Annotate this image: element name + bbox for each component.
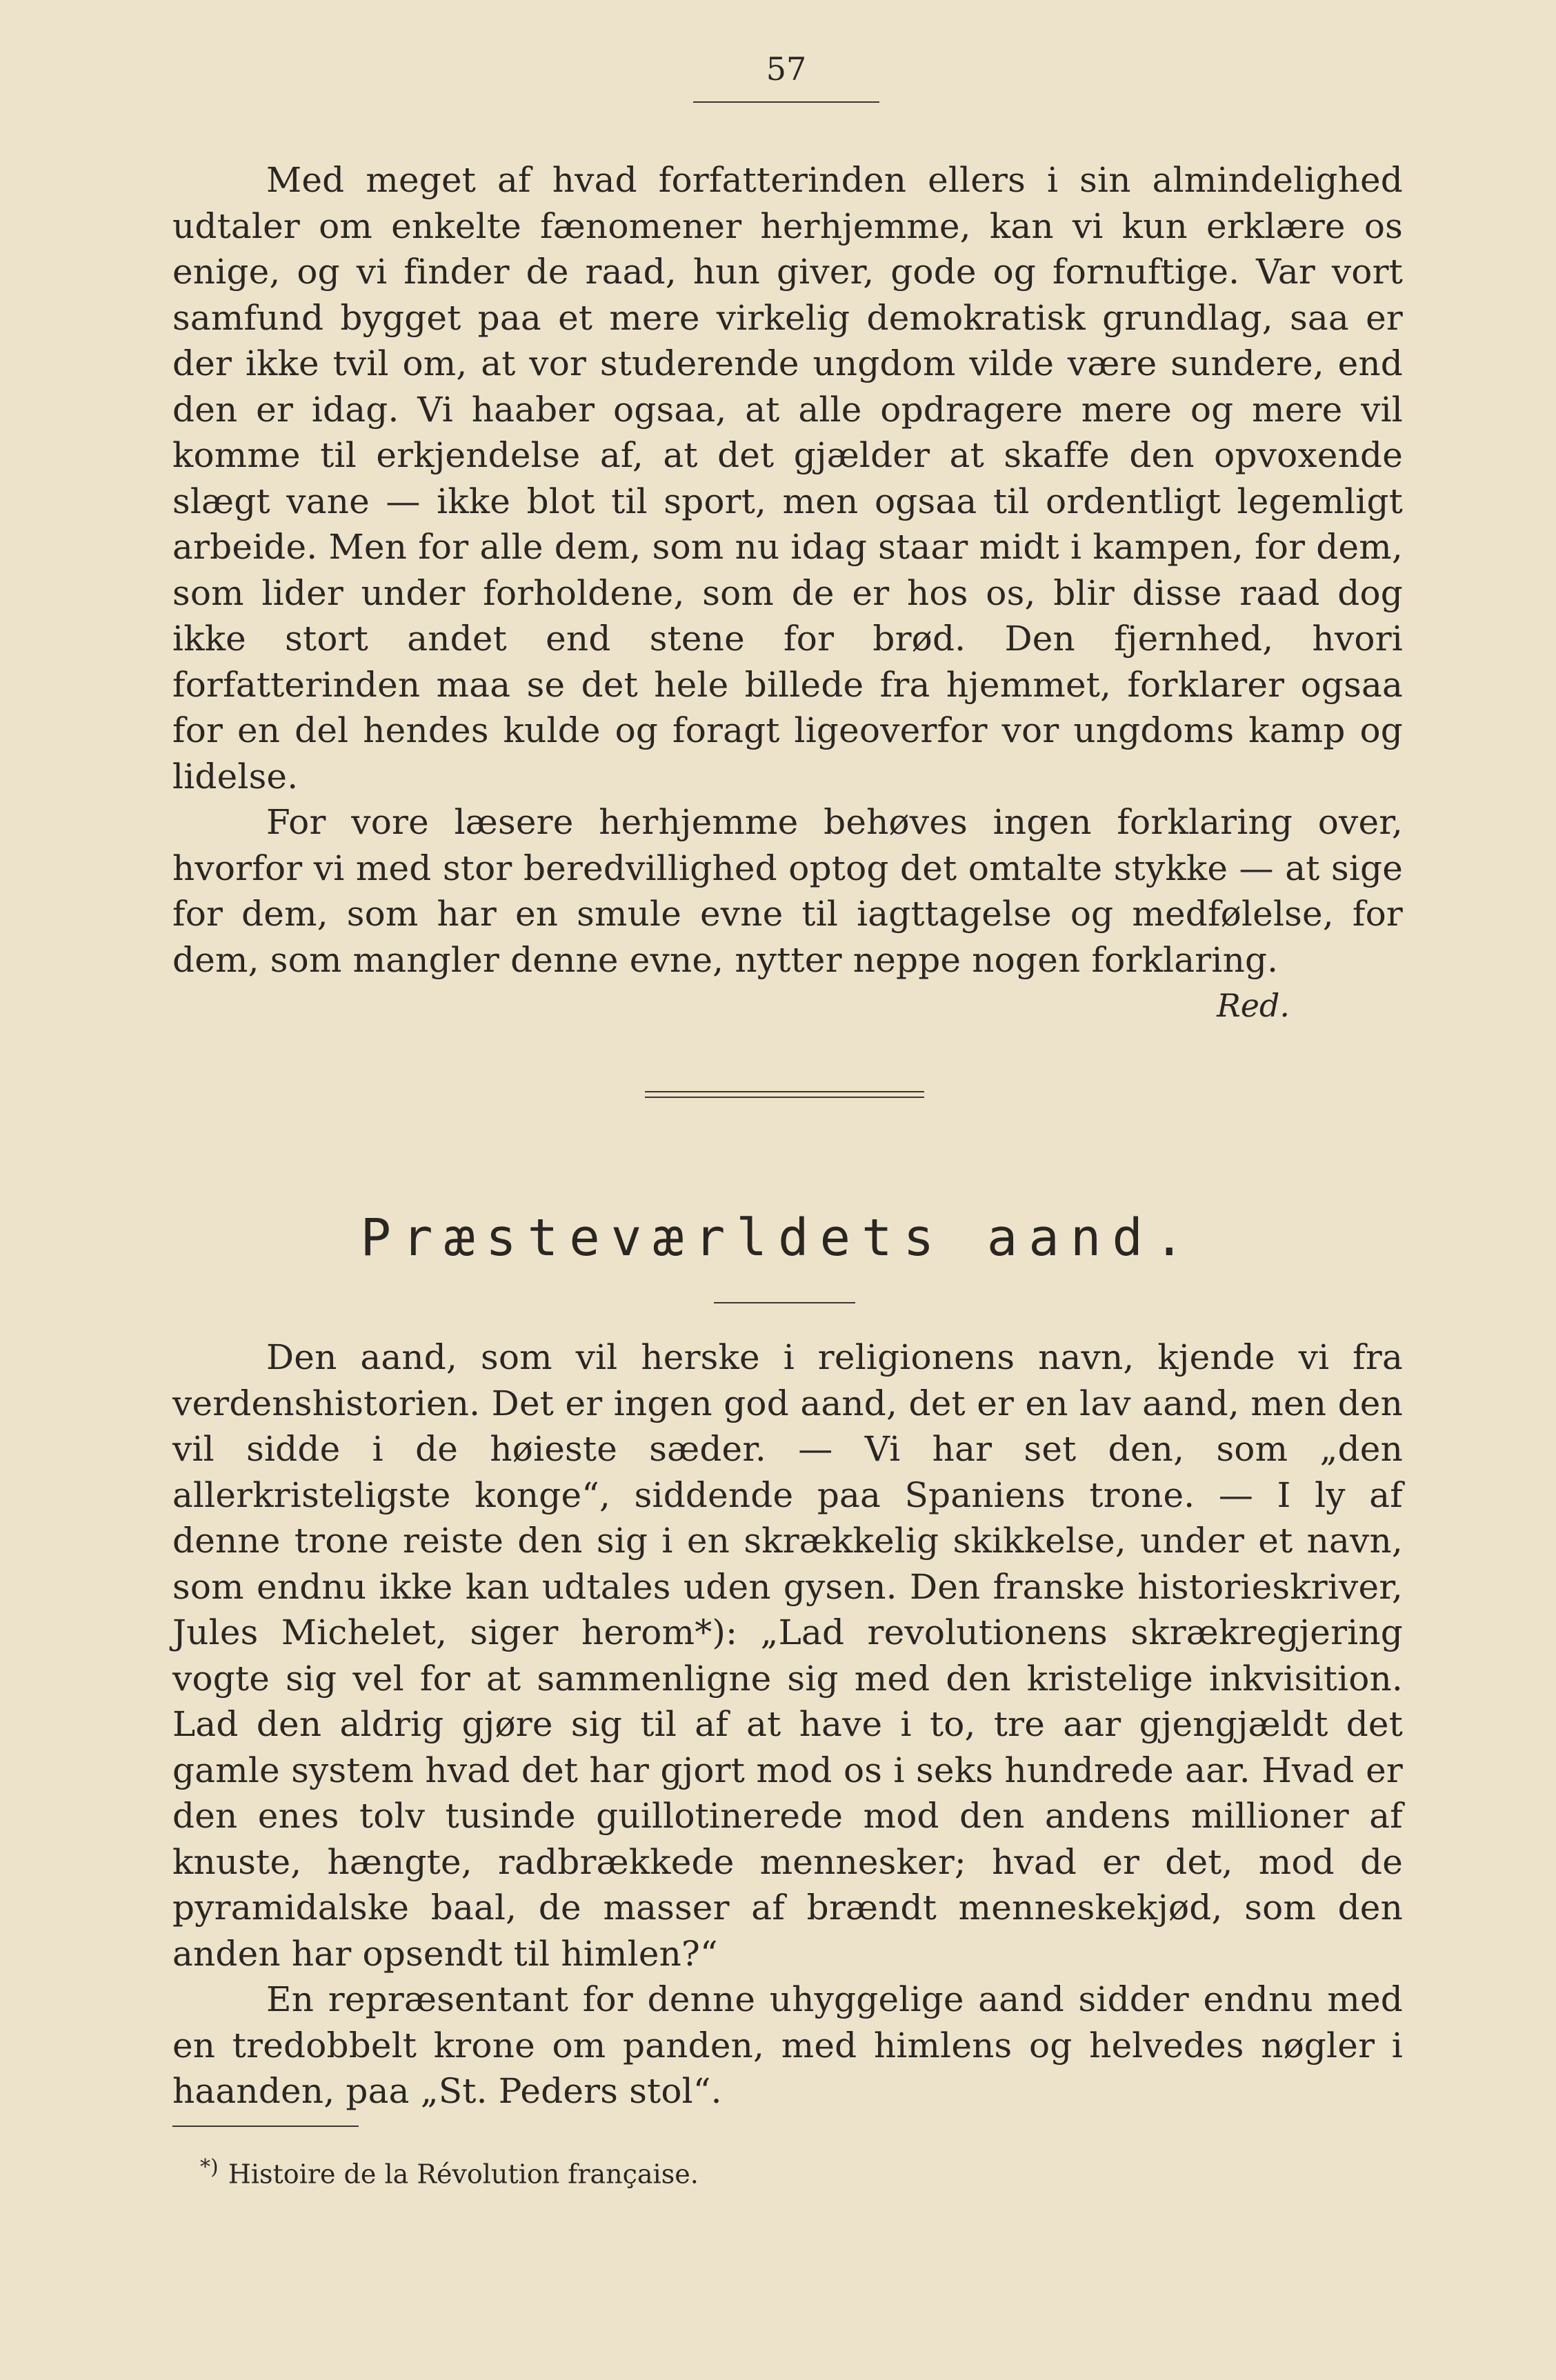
page-number: 57 (766, 50, 807, 88)
title-rule (714, 1302, 855, 1303)
editorial-paragraph: For vore læsere herhjemme behøves ingen forklaring over, hvorfor vi med stor beredvillighed optog det omtalte stykke — at sige for dem, som har en smule evne til iagttagelse og medfølelse, for dem, som mangler denne evne, nytter neppe nogen forklaring. (172, 802, 1403, 980)
article-body (172, 1334, 1403, 2114)
footnote-text: Histoire de la Révolution française. (228, 2159, 699, 2190)
footnote-rule (172, 2126, 359, 2127)
article-title: Præsteværldets aand. (360, 1208, 1196, 1268)
editorial-note (172, 157, 1403, 983)
editorial-paragraph: Med meget af hvad forfatterinden ellers i sin almindelighed udtaler om enkelte fænomener herhjemme, kan vi kun erklære os enige, og vi finder de raad, hun giver, gode og fornuftige. Var vort samfund bygget paa et mere virkelig demokratisk grundlag, saa er der ikke tvil om, at vor studerende ungdom vilde være sundere, end den er idag. Vi haaber ogsaa, at alle opdragere mere og mere vil komme til erkjendelse af, at det gjælder at skaffe den opvoxende slægt vane — ikke blot til sport, men ogsaa til ordentligt legemligt arbeide. Men for alle dem, som nu idag staar midt i kampen, for dem, som lider under forholdene, som de er hos os, blir disse raad dog ikke stort andet end stene for brød. Den fjernhed, hvori forfatterinden maa se det hele billede fra hjemmet, forklarer ogsaa for en del hendes kulde og foragt ligeoverfor vor ungdoms kamp og lidelse. (172, 160, 1403, 797)
article-paragraph: Den aand, som vil herske i religionens navn, kjende vi fra verdenshistorien. Det er ingen god aand, det er en lav aand, men den vil sidde i de høieste sæder. — Vi har set den, som „den allerkristeligste konge“, siddende paa Spaniens trone. — I ly af denne trone reiste den sig i en skrækkelig skikkelse, under et navn, som endnu ikke kan udtales uden gysen. Den franske historieskriver, Jules Michelet, siger herom*): „Lad revolutionens skrækregjering vogte sig vel for at sammenligne sig med den kristelige inkvisition. Lad den aldrig gjøre sig til af at have i to, tre aar gjengjældt det gamle system hvad det har gjort mod os i seks hundrede aar. Hvad er den enes tolv tusinde guillotinerede mod den andens millioner af knuste, hængte, radbrækkede mennesker; hvad er det, mod de pyramidalske baal, de masser af brændt menneskekjød, som den anden har opsendt til himlen?“ (172, 1337, 1403, 1974)
page-number-rule (693, 101, 879, 103)
section-divider (645, 1097, 924, 1098)
editorial-signature: Red. (1217, 987, 1290, 1024)
article-paragraph: En repræsentant for denne uhyggelige aand sidder endnu med en tredobbelt krone om panden, med himlens og helvedes nøgler i haanden, paa „St. Peders stol“. (172, 1979, 1403, 2111)
footnote (200, 2150, 699, 2192)
section-divider (645, 1091, 924, 1092)
footnote-marker: *) (200, 2155, 219, 2179)
